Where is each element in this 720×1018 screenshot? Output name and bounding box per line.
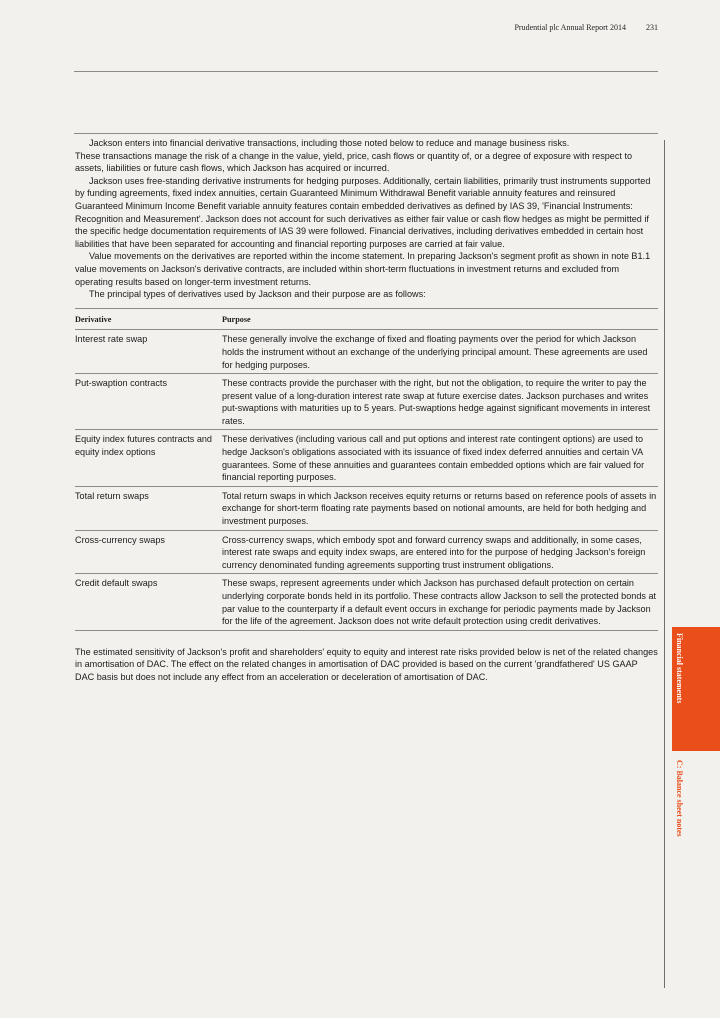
derivative-cell: Put-swaption contracts bbox=[75, 374, 222, 430]
intro-paragraph: Jackson uses free-standing derivative instruments for hedging purposes. Additionally, certain liabilities, primarily trust instruments supported by funding agreements, fixed index annuities, certain Guaranteed Minimum Withdrawal Benefit variable annuity features and reinsured Guaranteed Minimum Income Benefit variable annuity features contain embedded derivatives as defined by IAS 39, 'Financial Instruments: Recognition and Measurement'. Jackson does not account for such derivatives as either fair value or cash flow hedges as might be permitted if the specific hedge documentation requirements of IAS 39 were followed. Financial derivatives, including derivatives embedded in certain host liabilities that have been separated for accounting and financial reporting purposes are carried at fair value. bbox=[75, 175, 651, 249]
subsection-tab-label[interactable]: C: Balance sheet notes bbox=[675, 760, 684, 837]
derivative-cell: Total return swaps bbox=[75, 486, 222, 530]
main-content bbox=[75, 137, 658, 684]
derivatives-table bbox=[75, 308, 658, 631]
intro-paragraph: Value movements on the derivatives are reported within the income statement. In preparing Jackson's segment profit as shown in note B1.1 value movements on Jackson's derivative contracts, are included within short-term fluctuations in investment returns and excluded from operating results based on longer-term investment returns. bbox=[75, 251, 651, 287]
publication-title: Prudential plc Annual Report 2014 bbox=[514, 23, 626, 32]
intro-paragraph: Jackson enters into financial derivative transactions, including those noted below to reduce and manage business risks. bbox=[89, 138, 570, 148]
table-row bbox=[75, 530, 658, 574]
purpose-cell: These generally involve the exchange of fixed and floating payments over the period for which Jackson holds the instrument without an exchange of the underlying principal amount. These agreements are used for hedging purposes. bbox=[222, 330, 658, 374]
purpose-cell: Total return swaps in which Jackson receives equity returns or returns based on reference pools of assets in exchange for short-term floating rate payments based on notional amounts, are held for both hedging and investment purposes. bbox=[222, 486, 658, 530]
table-row bbox=[75, 330, 658, 374]
purpose-cell: Cross-currency swaps, which embody spot and forward currency swaps and additionally, in some cases, interest rate swaps and equity index swaps, are entered into for the purpose of hedging Jackson's foreign currency denominated funding agreements supporting trust instrument obligations. bbox=[222, 530, 658, 574]
content-top-rule bbox=[74, 133, 658, 134]
running-header bbox=[514, 23, 658, 32]
table-row bbox=[75, 486, 658, 530]
purpose-cell: These derivatives (including various call and put options and interest rate contingent options) are used to hedge Jackson's obligations associated with its issuance of fixed index deferred annuities and certain VA guarantees. Some of these annuities and guarantees contain embedded options which are fair valued for financial reporting purposes. bbox=[222, 430, 658, 486]
table-header-row bbox=[75, 308, 658, 330]
table-row bbox=[75, 574, 658, 630]
derivative-cell: Cross-currency swaps bbox=[75, 530, 222, 574]
closing-paragraph: The estimated sensitivity of Jackson's profit and shareholders' equity to equity and interest rate risks provided below is net of the related changes in amortisation of DAC. The effect on the related changes in amortisation of DAC provided is based on the current 'grandfathered' US GAAP DAC basis but does not include any effect from an acceleration or deceleration of amortisation of DAC. bbox=[75, 646, 658, 682]
derivative-cell: Equity index futures contracts and equity index options bbox=[75, 430, 222, 486]
intro-paragraph: The principal types of derivatives used by Jackson and their purpose are as follows: bbox=[89, 289, 426, 300]
section-tab-label[interactable]: Financial statements bbox=[675, 633, 684, 704]
column-header-derivative: Derivative bbox=[75, 308, 222, 330]
intro-paragraph: These transactions manage the risk of a change in the value, yield, price, cash flows or quantity of, or a degree of exposure with respect to assets, liabilities or future cash flows, which Jackson has acquired or incurred. bbox=[75, 150, 633, 174]
header-rule bbox=[74, 71, 658, 72]
table-row bbox=[75, 430, 658, 486]
margin-divider bbox=[664, 140, 665, 988]
page-number: 231 bbox=[646, 23, 658, 32]
column-header-purpose: Purpose bbox=[222, 308, 658, 330]
purpose-cell: These swaps, represent agreements under which Jackson has purchased default protection on certain underlying corporate bonds held in its portfolio. These contracts allow Jackson to sell the protected bonds at par value to the counterparty if a default event occurs in exchange for periodic payments made by Jackson for the life of the agreement. Jackson does not write default protection using credit derivatives. bbox=[222, 574, 658, 630]
derivative-cell: Credit default swaps bbox=[75, 574, 222, 630]
purpose-cell: These contracts provide the purchaser with the right, but not the obligation, to require the writer to pay the present value of a long-duration interest rate swap at future exercise dates. Jackson purchases and writes put-swaptions with maturities up to 5 years. Put-swaptions hedge against significant movements in interest rates. bbox=[222, 374, 658, 430]
table-row bbox=[75, 374, 658, 430]
derivative-cell: Interest rate swap bbox=[75, 330, 222, 374]
